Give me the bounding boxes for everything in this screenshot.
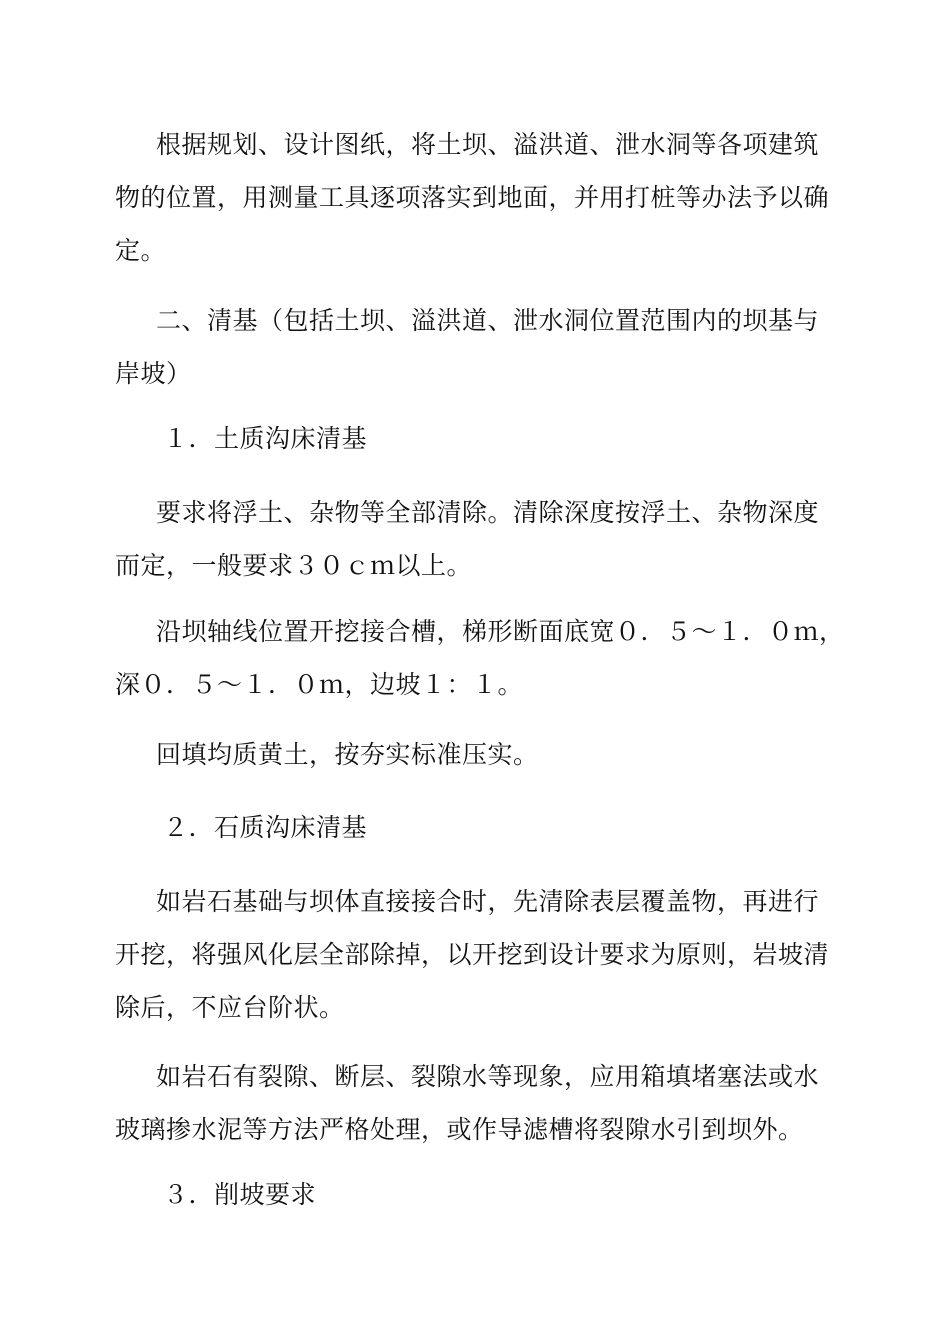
text-line: 根据规划、设计图纸，将土坝、溢洪道、泄水洞等各项建筑 bbox=[156, 130, 820, 159]
text-line: 回填均质黄土，按夯实标准压实。 bbox=[156, 740, 539, 769]
text-line: ３．削坡要求 bbox=[163, 1180, 317, 1209]
text-line: 沿坝轴线位置开挖接合槽，梯形断面底宽０．５～１．０ｍ， bbox=[156, 617, 845, 646]
text-line: 岸坡） bbox=[115, 359, 192, 388]
text-line: １．土质沟床清基 bbox=[163, 424, 368, 453]
text-line: ２．石质沟床清基 bbox=[163, 813, 368, 842]
subheading-soil-bed-clearing bbox=[115, 412, 835, 465]
text-line: 要求将浮土、杂物等全部清除。清除深度按浮土、杂物深度 bbox=[156, 498, 820, 527]
text-line: 如岩石有裂隙、断层、裂隙水等现象，应用箱填堵塞法或水 bbox=[156, 1062, 820, 1091]
text-line: 开挖，将强风化层全部除掉，以开挖到设计要求为原则，岩坡清 bbox=[115, 940, 830, 969]
paragraph-remove-loose-soil bbox=[115, 486, 835, 592]
subheading-slope-cutting bbox=[115, 1168, 835, 1221]
text-line: 物的位置，用测量工具逐项落实到地面，并用打桩等办法予以确 bbox=[115, 183, 830, 212]
paragraph-survey-layout bbox=[115, 118, 835, 277]
text-line: 深０．５～１．０ｍ，边坡１：１。 bbox=[115, 670, 524, 699]
text-line: 二、清基（包括土坝、溢洪道、泄水洞位置范围内的坝基与 bbox=[156, 306, 820, 335]
text-line: 而定，一般要求３０ｃｍ以上。 bbox=[115, 551, 473, 580]
paragraph-rock-foundation bbox=[115, 875, 835, 1034]
paragraph-joint-trench bbox=[115, 605, 845, 711]
text-line: 玻璃掺水泥等方法严格处理，或作导滤槽将裂隙水引到坝外。 bbox=[115, 1115, 804, 1144]
paragraph-fracture-treatment bbox=[115, 1050, 835, 1156]
text-line: 除后，不应台阶状。 bbox=[115, 993, 345, 1022]
text-line: 定。 bbox=[115, 236, 167, 265]
subheading-rock-bed-clearing bbox=[115, 801, 835, 854]
section-heading-foundation-clearing bbox=[115, 294, 835, 400]
text-line: 如岩石基础与坝体直接接合时，先清除表层覆盖物，再进行 bbox=[156, 887, 820, 916]
paragraph-backfill bbox=[115, 728, 835, 781]
